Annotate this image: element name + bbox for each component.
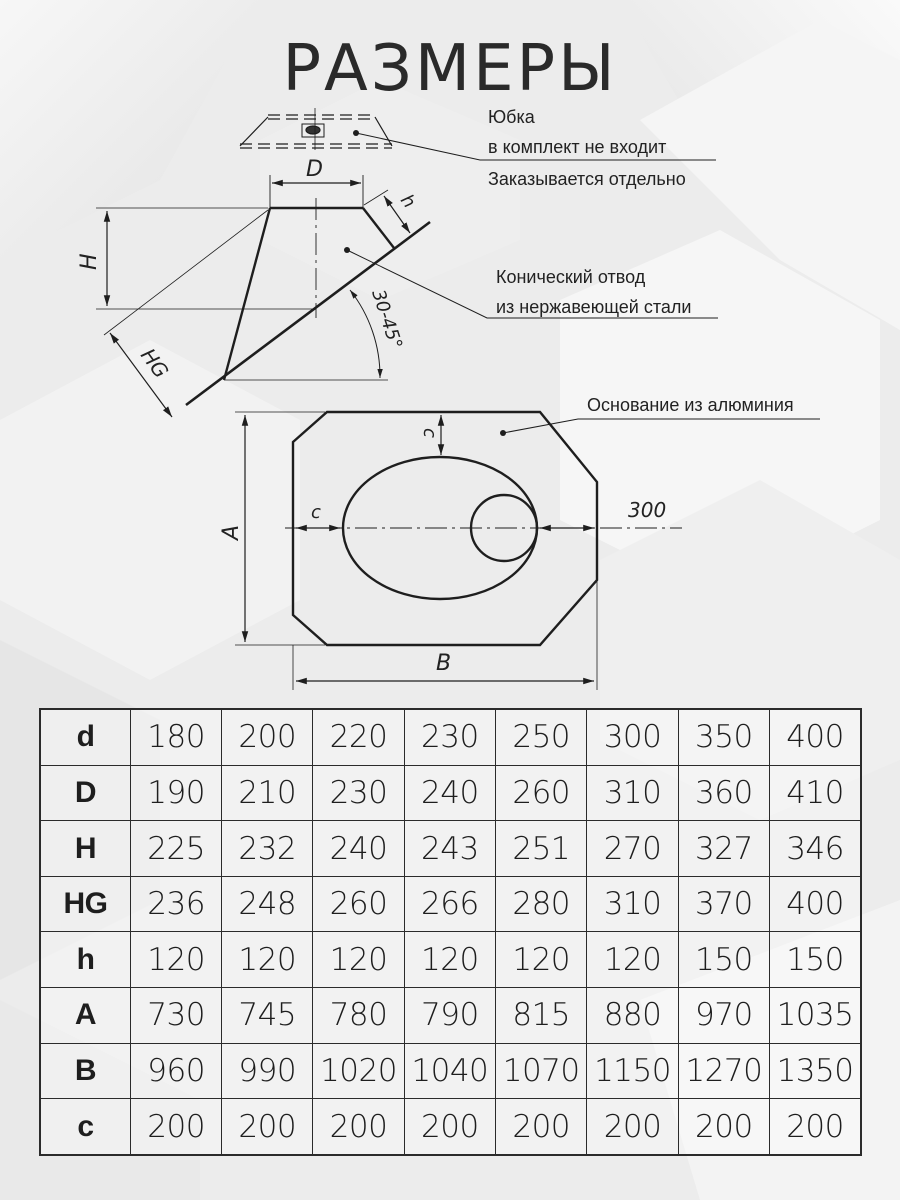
table-cell: 150 bbox=[770, 932, 861, 988]
row-header: c bbox=[40, 1099, 131, 1155]
table-cell: 120 bbox=[222, 932, 313, 988]
table-cell: 120 bbox=[587, 932, 678, 988]
table-row bbox=[40, 1099, 861, 1155]
table-row bbox=[40, 1043, 861, 1099]
table-cell: 240 bbox=[404, 765, 495, 821]
table-row bbox=[40, 765, 861, 821]
base-callout bbox=[587, 390, 794, 420]
table-cell: 1070 bbox=[496, 1043, 587, 1099]
table-cell: 232 bbox=[222, 821, 313, 877]
table-cell: 200 bbox=[404, 1099, 495, 1155]
table-cell: 1350 bbox=[770, 1043, 861, 1099]
row-header: H bbox=[40, 821, 131, 877]
table-cell: 730 bbox=[131, 988, 222, 1044]
table-cell: 327 bbox=[678, 821, 769, 877]
table-cell: 280 bbox=[496, 876, 587, 932]
skirt-callout-line1: Юбка bbox=[488, 107, 535, 127]
table-cell: 230 bbox=[404, 709, 495, 765]
table-cell: 270 bbox=[587, 821, 678, 877]
table-cell: 745 bbox=[222, 988, 313, 1044]
table-cell: 240 bbox=[313, 821, 404, 877]
table-cell: 1270 bbox=[678, 1043, 769, 1099]
table-cell: 1150 bbox=[587, 1043, 678, 1099]
base-callout-line1: Основание из алюминия bbox=[587, 395, 794, 415]
table-cell: 120 bbox=[496, 932, 587, 988]
label-H: H bbox=[77, 253, 102, 270]
label-D: D bbox=[306, 157, 323, 182]
skirt-callout-line3: Заказывается отдельно bbox=[488, 169, 686, 189]
table-cell: 880 bbox=[587, 988, 678, 1044]
table-cell: 200 bbox=[222, 1099, 313, 1155]
row-header: HG bbox=[40, 876, 131, 932]
table-cell: 350 bbox=[678, 709, 769, 765]
dimensions-table bbox=[39, 708, 862, 1156]
table-cell: 251 bbox=[496, 821, 587, 877]
table-cell: 250 bbox=[496, 709, 587, 765]
row-header: B bbox=[40, 1043, 131, 1099]
table-cell: 260 bbox=[496, 765, 587, 821]
table-cell: 410 bbox=[770, 765, 861, 821]
table-cell: 990 bbox=[222, 1043, 313, 1099]
table-cell: 150 bbox=[678, 932, 769, 988]
table-cell: 960 bbox=[131, 1043, 222, 1099]
table-cell: 1040 bbox=[404, 1043, 495, 1099]
table-cell: 346 bbox=[770, 821, 861, 877]
table-cell: 360 bbox=[678, 765, 769, 821]
table-cell: 310 bbox=[587, 876, 678, 932]
table-cell: 190 bbox=[131, 765, 222, 821]
table-cell: 248 bbox=[222, 876, 313, 932]
table-cell: 200 bbox=[770, 1099, 861, 1155]
table-cell: 780 bbox=[313, 988, 404, 1044]
table-cell: 200 bbox=[222, 709, 313, 765]
row-header: D bbox=[40, 765, 131, 821]
table-cell: 200 bbox=[496, 1099, 587, 1155]
label-HG: HG bbox=[135, 343, 174, 383]
label-B: B bbox=[436, 651, 452, 676]
label-A: A bbox=[219, 524, 244, 540]
table-cell: 225 bbox=[131, 821, 222, 877]
table-row bbox=[40, 932, 861, 988]
table-cell: 230 bbox=[313, 765, 404, 821]
table-cell: 310 bbox=[587, 765, 678, 821]
table-cell: 243 bbox=[404, 821, 495, 877]
table-cell: 200 bbox=[313, 1099, 404, 1155]
table-cell: 1035 bbox=[770, 988, 861, 1044]
table-cell: 200 bbox=[131, 1099, 222, 1155]
table-row bbox=[40, 821, 861, 877]
row-header: d bbox=[40, 709, 131, 765]
table-cell: 790 bbox=[404, 988, 495, 1044]
table-row bbox=[40, 876, 861, 932]
skirt-callout-line2: в комплект не входит bbox=[488, 137, 667, 157]
table-row bbox=[40, 709, 861, 765]
table-cell: 815 bbox=[496, 988, 587, 1044]
cone-drawing bbox=[186, 198, 430, 405]
table-cell: 370 bbox=[678, 876, 769, 932]
label-c-left: c bbox=[311, 502, 321, 523]
label-angle: 30-45° bbox=[367, 287, 407, 352]
cone-callout-line2: из нержавеющей стали bbox=[496, 297, 692, 317]
table-cell: 220 bbox=[313, 709, 404, 765]
table-cell: 236 bbox=[131, 876, 222, 932]
table-cell: 120 bbox=[313, 932, 404, 988]
table-cell: 200 bbox=[587, 1099, 678, 1155]
row-header: h bbox=[40, 932, 131, 988]
table-cell: 266 bbox=[404, 876, 495, 932]
cone-callout bbox=[496, 262, 691, 322]
table-cell: 970 bbox=[678, 988, 769, 1044]
cone-callout-line1: Конический отвод bbox=[496, 267, 646, 287]
skirt-drawing bbox=[240, 108, 392, 150]
table-row bbox=[40, 988, 861, 1044]
table-cell: 300 bbox=[587, 709, 678, 765]
table-cell: 210 bbox=[222, 765, 313, 821]
table-cell: 1020 bbox=[313, 1043, 404, 1099]
label-offset-300: 300 bbox=[628, 498, 667, 522]
table-cell: 400 bbox=[770, 876, 861, 932]
table-cell: 400 bbox=[770, 709, 861, 765]
table-cell: 260 bbox=[313, 876, 404, 932]
table-cell: 120 bbox=[404, 932, 495, 988]
row-header: A bbox=[40, 988, 131, 1044]
skirt-callout bbox=[488, 102, 686, 194]
label-c-top: c bbox=[419, 428, 440, 438]
table-cell: 180 bbox=[131, 709, 222, 765]
page-title: РАЗМЕРЫ bbox=[282, 32, 618, 106]
table-cell: 200 bbox=[678, 1099, 769, 1155]
label-h: h bbox=[395, 190, 420, 213]
table-cell: 120 bbox=[131, 932, 222, 988]
